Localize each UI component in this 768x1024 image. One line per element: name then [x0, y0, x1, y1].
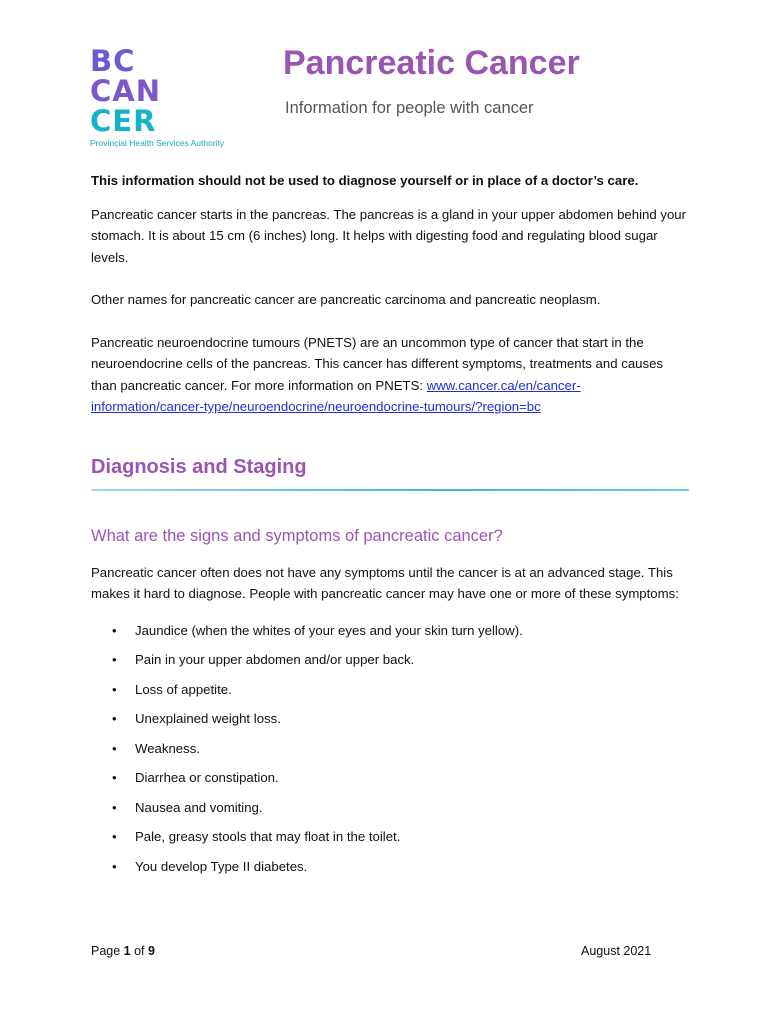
section-subheading: What are the signs and symptoms of pancreatic cancer? — [91, 526, 503, 545]
document-date: August 2021 — [581, 944, 652, 958]
list-item: • Jaundice (when the whites of your eyes and your skin turn yellow). — [91, 620, 691, 642]
list-item: • Unexplained weight loss. — [91, 708, 691, 730]
list-item: • Pale, greasy stools that may float in the toilet. — [91, 826, 691, 848]
paragraph-other-names: Other names for pancreatic cancer are pancreatic carcinoma and pancreatic neoplasm. — [91, 292, 601, 307]
pnets-text: Pancreatic neuroendocrine tumours (PNETS) are an uncommon type of cancer that start in the neuroendocrine cells of the pancreas. This cancer has different symptoms, treatments and causes than pancreatic cancer. For more information on PNETS: — [91, 334, 664, 393]
pnets-link[interactable]: www.cancer.ca/en/cancer-information/cancer-type/neuroendocrine/neuroendocrine-tumours/?region=bc — [91, 377, 581, 414]
page-subtitle: Information for people with cancer — [285, 99, 534, 117]
page-current: 1 — [123, 944, 131, 958]
disclaimer: This information should not be used to diagnose yourself or in place of a doctor’s care. — [91, 173, 639, 188]
list-item: • Nausea and vomiting. — [91, 797, 691, 819]
list-item: • Diarrhea or constipation. — [91, 767, 691, 789]
list-item: • Pain in your upper abdomen and/or upper back. — [91, 649, 691, 671]
logo-line-can: CAN — [90, 74, 161, 108]
page-number — [91, 944, 155, 958]
logo-line-bc: BC — [90, 44, 136, 78]
section-heading: Diagnosis and Staging — [91, 455, 307, 478]
page-title: Pancreatic Cancer — [283, 44, 580, 82]
section-divider — [91, 489, 689, 491]
list-item: • Loss of appetite. — [91, 679, 691, 701]
paragraph-intro: Pancreatic cancer starts in the pancreas. The pancreas is a gland in your upper abdomen behind your stomach. It is about 15 cm (6 inches) long. It helps with digesting food and regulating blood sugar levels. — [91, 206, 687, 265]
logo-subtitle: Provincial Health Services Authority — [90, 138, 225, 148]
document-body — [91, 170, 691, 885]
bc-cancer-logo — [90, 46, 240, 148]
list-item: • You develop Type II diabetes. — [91, 856, 691, 878]
logo-line-cer: CER — [90, 104, 157, 138]
list-item: • Weakness. — [91, 738, 691, 760]
page-of: of — [130, 944, 148, 958]
symptoms-list — [91, 620, 691, 878]
page-prefix: Page — [91, 944, 124, 958]
paragraph-pnets — [91, 332, 691, 418]
symptoms-intro: Pancreatic cancer often does not have any symptoms until the cancer is at an advanced stage. This makes it hard to diagnose. People with pancreatic cancer may have one or more of these symptoms: — [91, 564, 679, 601]
page-total: 9 — [148, 944, 155, 958]
